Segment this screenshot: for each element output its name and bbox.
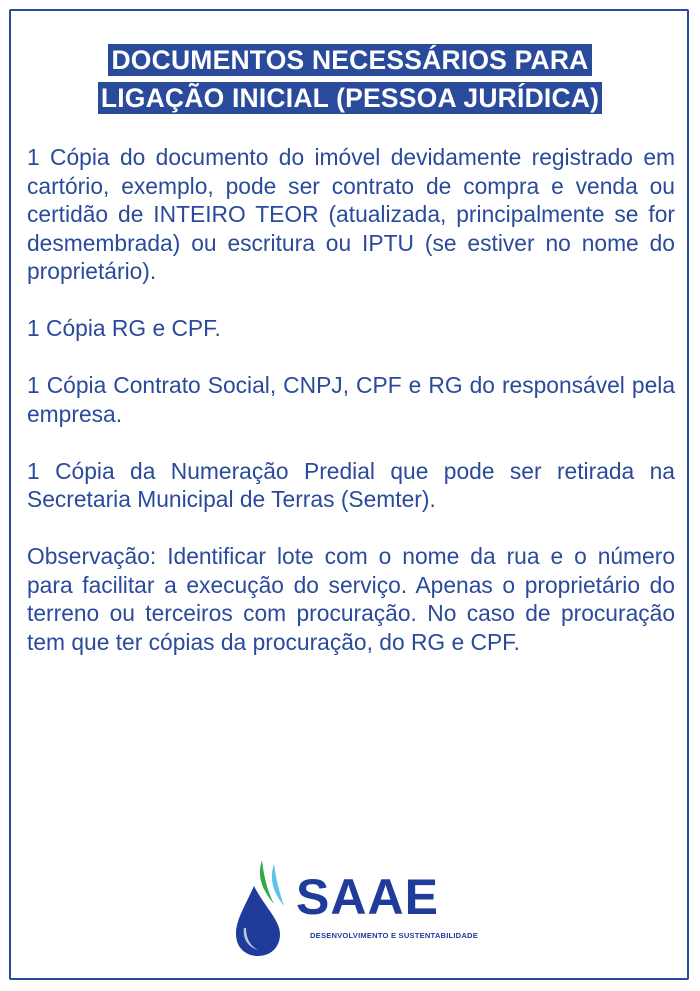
- requirement-item: 1 Cópia Contrato Social, CNPJ, CPF e RG do responsável pela empresa.: [27, 372, 675, 427]
- brand-tagline: DESENVOLVIMENTO E SUSTENTABILIDADE: [310, 931, 478, 940]
- requirements-list: [27, 143, 675, 656]
- requirement-item: 1 Cópia do documento do imóvel devidamente registrado em cartório, exemplo, pode ser contrato de compra e venda ou certidão de INTEIRO TEOR (atualizada, principalmente se for desmembrada) ou escritura ou IPTU (se estiver no nome do proprietário).: [27, 144, 675, 284]
- page-title: [20, 40, 680, 116]
- brand-name: SAAE: [296, 869, 439, 925]
- requirement-item: 1 Cópia da Numeração Predial que pode ser retirada na Secretaria Municipal de Terras (Semter).: [27, 457, 675, 512]
- requirement-item: 1 Cópia RG e CPF.: [27, 315, 221, 341]
- observation-note: Observação: Identificar lote com o nome da rua e o número para facilitar a execução do serviço. Apenas o proprietário do terreno ou terceiros com procuração. No caso de procuração tem que ter cópias da procuração, do RG e CPF.: [27, 543, 675, 655]
- saae-logo: [234, 858, 478, 958]
- title-line-1: DOCUMENTOS NECESSÁRIOS PARA: [108, 44, 591, 76]
- water-drop-icon: [234, 858, 298, 958]
- title-line-2: LIGAÇÃO INICIAL (PESSOA JURÍDICA): [98, 82, 602, 114]
